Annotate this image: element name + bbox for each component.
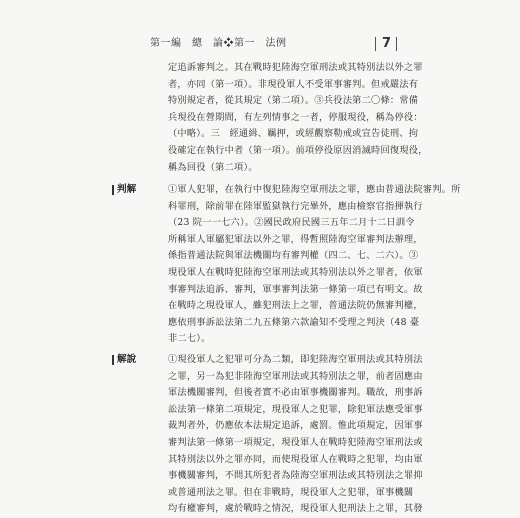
text-line: 裁判者外，仍應依本法規定追訴，處罰。惟此項規定，因軍事	[168, 420, 423, 432]
header-divider-right	[396, 37, 397, 51]
text-line: 非二七）。	[168, 333, 211, 345]
explanation-label	[112, 352, 136, 369]
page-number: 7	[382, 36, 392, 51]
text-line: 科罪刑，除前罪在陸軍監獄執行完畢外，應由檢察官指揮執行	[168, 200, 423, 212]
text-line: 役確定在執行中者（第一項）。前項停役原因消滅時回復現役，	[168, 144, 428, 156]
case-law-label-text: 判解	[117, 184, 137, 195]
header-divider	[375, 37, 376, 51]
text-line: 者，亦同（第一項）。非現役軍人不受軍事審判。但戒嚴法有	[168, 78, 419, 90]
text-line: 稱為回役（第二項）。	[168, 161, 258, 173]
text-line: 在戰時之現役軍人，雖犯刑法上之罪，普通法院仍無審判權，	[168, 300, 423, 312]
text-line: 之罪，另一為犯非陸海空軍刑法或其特別法之罪，前者固應由	[168, 370, 423, 382]
text-line: 係指普通法院與軍法機關均有審判權（四二、七、二六）。③	[168, 250, 419, 262]
text-line: 兵現役在營期間，有左列情事之一者，停服現役，稱為停役：	[168, 111, 423, 123]
running-header-title: 第一編 總 論❖第一 法例	[150, 38, 287, 49]
case-law-label	[112, 182, 136, 199]
text-line: 其特別法以外之罪亦同，而使現役軍人在戰時之犯罪，均由軍	[168, 453, 423, 465]
text-line: 現役軍人在戰時犯陸海空軍刑法或其特別法以外之罪者，依軍	[168, 266, 423, 278]
explanation-lines	[168, 352, 423, 518]
text-line: 均有權審判，處於戰時之情況，現役軍人犯刑法上之罪，其發	[168, 503, 423, 515]
label-bar	[112, 355, 114, 365]
text-line: 或普通刑法之罪。但在非戰時，現役軍人之犯罪，軍事機關	[168, 486, 414, 498]
text-line: 訟法第一條第二項規定，現役軍人之犯罪，除犯軍法應受軍事	[168, 403, 423, 415]
explanation-label-text: 解說	[117, 354, 137, 365]
text-line: ①現役軍人之犯罪可分為二類，即犯陸海空軍刑法或其特別法	[168, 354, 423, 365]
label-bar	[112, 185, 114, 195]
text-line: 事審判法追訴、審判，軍事審判法第一條第一項已有明文。故	[168, 283, 423, 295]
running-header	[150, 34, 430, 54]
text-line: 事機關審判，不問其所犯者為陸海空軍刑法或其特別法之罪抑	[168, 470, 423, 482]
text-line: 軍法機關審判，但後者實不必由軍事機關審判。職故，刑事訴	[168, 387, 423, 399]
text-line: ①軍人犯罪，在執行中復犯陸海空軍刑法之罪，應由普通法院審判。所	[168, 184, 461, 195]
text-line: 定追訴審判之。其在戰時犯陸海空軍刑法或其特別法以外之罪	[168, 62, 423, 73]
text-line: 所稱軍人軍屬犯軍法以外之罪，得暫照陸海空軍審判法辦理，	[168, 233, 423, 245]
intro-lines	[168, 60, 428, 176]
text-line: （中略）。三 經通緝、羈押，或經觀察勒戒或宣告徒刑、拘	[168, 128, 419, 140]
case-law-lines	[168, 182, 461, 348]
text-line: （23 院一一七六）。②國民政府民國三五年二月十二日訓令	[168, 217, 415, 229]
text-line: 審判法第一條第一項規定，現役軍人在戰時犯陸海空軍刑法或	[168, 436, 423, 448]
text-line: 特別規定者，從其規定（第二項）。③兵役法第二〇條：常備	[168, 95, 419, 107]
text-line: 應依刑事訴訟法第二九五條第六款諭知不受理之判決（48 臺	[168, 316, 420, 328]
